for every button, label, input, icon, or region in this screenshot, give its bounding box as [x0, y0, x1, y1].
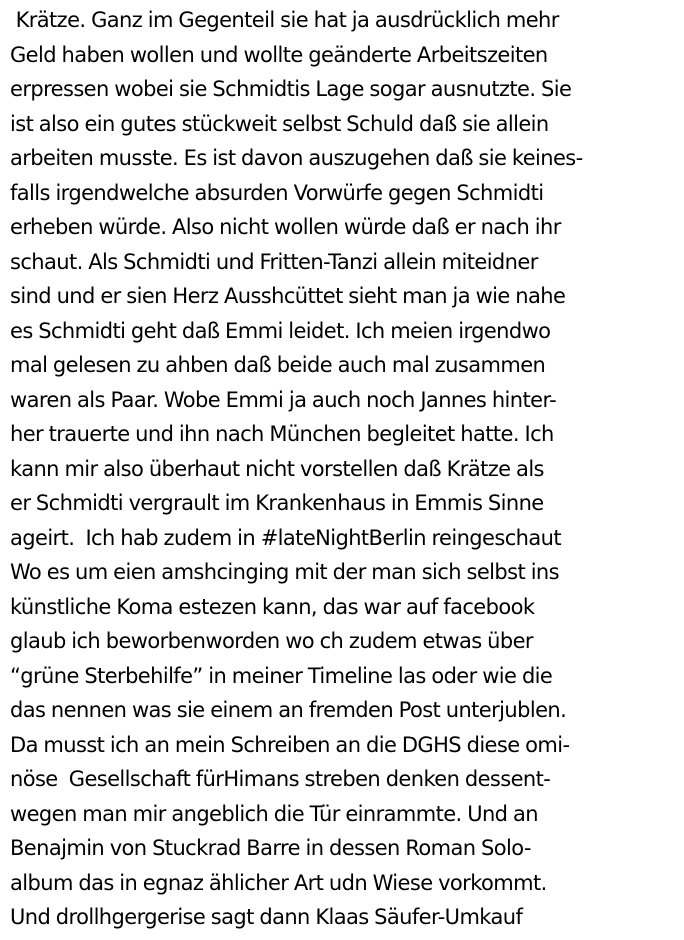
text-line: wegen man mir angeblich die Tür einrammte. Und an	[10, 801, 538, 826]
text-line: waren als Paar. Wobe Emmi ja auch noch Jannes hinter-	[10, 387, 557, 412]
text-line: Wo es um eien amshcinging mit der man sich selbst ins	[10, 560, 559, 584]
text-line: das nennen was sie einem an fremden Post unterjublen.	[10, 698, 567, 722]
text-line: Geld haben wollen und wollte geänderte Arbeitszeiten	[10, 42, 548, 67]
text-line: sind und er sien Herz Ausshcüttet sieht man ja wie nahe	[10, 284, 566, 308]
text-line: er Schmidti vergrault im Krankenhaus in Emmis Sinne	[10, 491, 544, 515]
text-line: kann mir also überhaut nicht vorstellen daß Krätze als	[10, 456, 544, 481]
text-line: mal gelesen zu ahben daß beide auch mal zusammen	[10, 353, 546, 377]
text-line: erheben würde. Also nicht wollen würde daß er nach ihr	[10, 215, 561, 239]
text-line: her trauerte und ihn nach München begleitet hatte. Ich	[10, 422, 554, 446]
text-line: “grüne Sterbehilfe” in meiner Timeline las oder wie die	[10, 663, 553, 688]
text-line: ageirt. Ich hab zudem in #lateNightBerlin reingeschaut	[10, 525, 561, 550]
text-line: erpressen wobei sie Schmidtis Lage sogar ausnutzte. Sie	[10, 77, 572, 101]
text-line: glaub ich beworbenworden wo ch zudem etwas über	[10, 629, 533, 653]
text-line: falls irgendwelche absurden Vorwürfe gegen Schmidti	[10, 180, 544, 205]
text-line: Krätze. Ganz im Gegenteil sie hat ja ausdrücklich mehr	[10, 8, 559, 32]
text-line: schaut. Als Schmidti und Fritten-Tanzi allein miteidner	[10, 249, 538, 274]
text-line: Da musst ich an mein Schreiben an die DGHS diese omi-	[10, 732, 570, 757]
text-line: Benajmin von Stuckrad Barre in dessen Roman Solo-	[10, 836, 531, 860]
text-line: arbeiten musste. Es ist davon auszugehen daß sie keines-	[10, 146, 583, 170]
text-line: ist also ein gutes stückweit selbst Schuld daß sie allein	[10, 111, 549, 136]
text-line: nöse Gesellschaft fürHimans streben denken dessent-	[10, 767, 551, 791]
document-page	[10, 3, 680, 935]
text-line: es Schmidti geht daß Emmi leidet. Ich meien irgendwo	[10, 318, 551, 343]
text-line: künstliche Koma estezen kann, das war auf facebook	[10, 594, 535, 619]
text-line: album das in egnaz ählicher Art udn Wiese vorkommt.	[10, 870, 547, 895]
text-line: Und drollhgergerise sagt dann Klaas Säufer-Umkauf	[10, 905, 523, 929]
